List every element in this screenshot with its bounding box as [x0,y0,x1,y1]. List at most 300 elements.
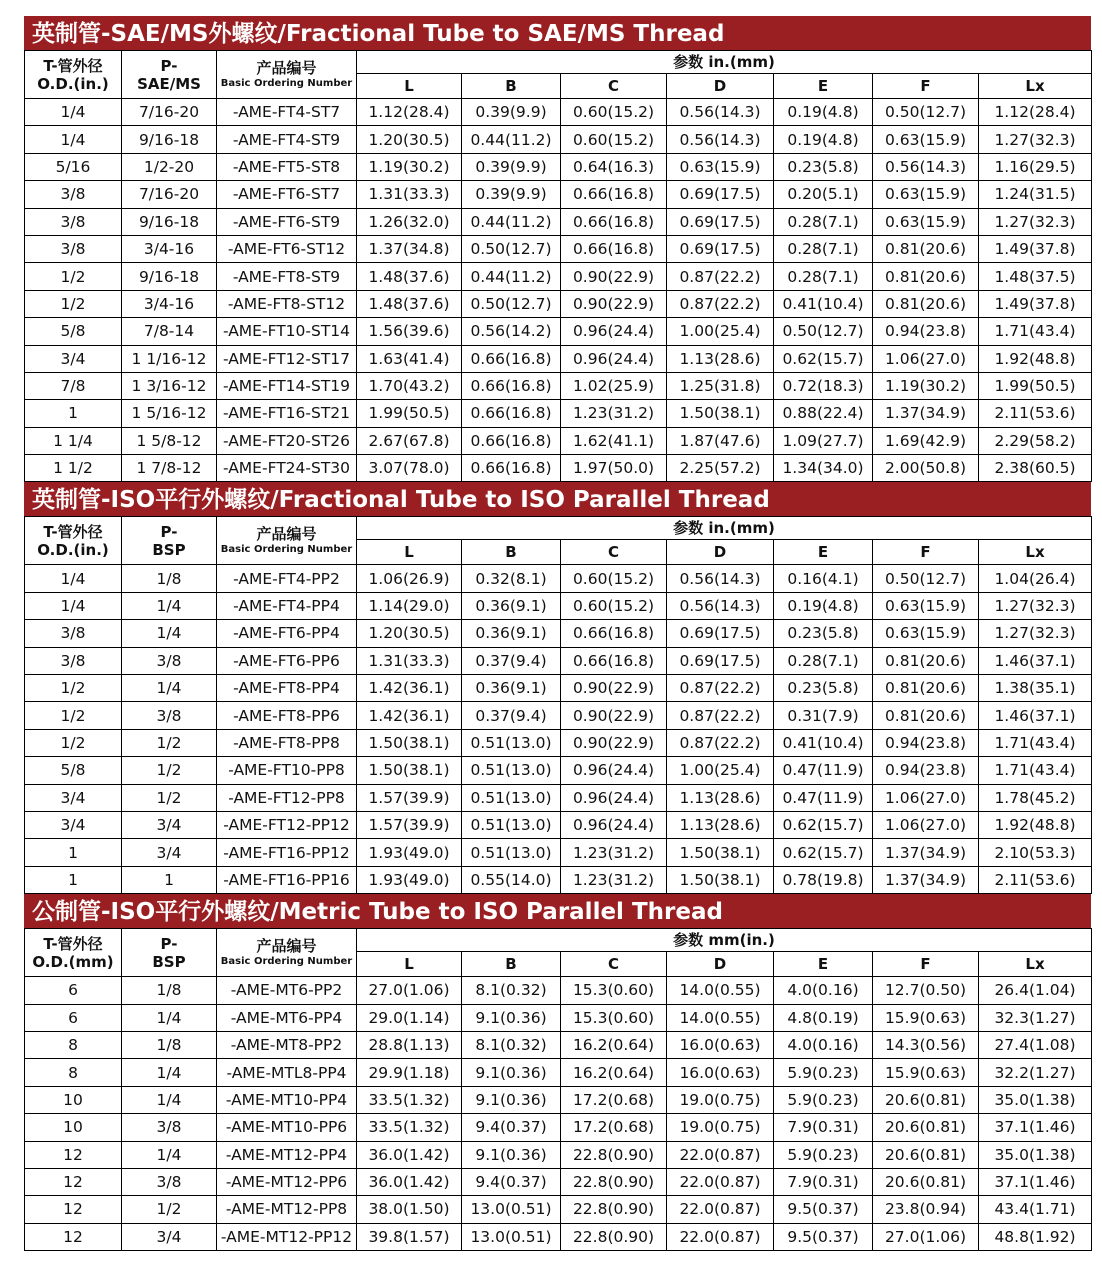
table-cell: 1/4 [122,592,217,619]
table-cell: 3/8 [122,647,217,674]
table-cell: 1.23(31.2) [561,866,667,893]
table-cell: 1.42(36.1) [357,702,462,729]
table-cell: 14.3(0.56) [873,1031,979,1058]
table-cell: 1/2-20 [122,153,217,180]
table-row [25,1196,1092,1223]
table-cell: -AME-FT4-ST9 [217,126,357,153]
table-cell: 0.90(22.9) [561,675,667,702]
header-dim-b: B [462,952,561,977]
table-row [25,318,1092,345]
table-cell: 0.31(7.9) [774,702,873,729]
header-tube-od-unit: O.D.(mm) [32,952,114,971]
table-row [25,1114,1092,1141]
table-cell: 0.90(22.9) [561,702,667,729]
header-dim-lx: Lx [979,952,1092,977]
table-cell: 7/8-14 [122,318,217,345]
table-cell: 0.41(10.4) [774,729,873,756]
table-cell: 1/2 [122,1196,217,1223]
table-cell: -AME-FT6-PP6 [217,647,357,674]
table-cell: 0.87(22.2) [667,675,774,702]
table-cell: 1.56(39.6) [357,318,462,345]
table-cell: -AME-FT12-PP8 [217,784,357,811]
table-cell: 3.07(78.0) [357,455,462,482]
table-cell: 1.00(25.4) [667,757,774,784]
table-cell: 1.06(27.0) [873,345,979,372]
table-cell: 27.0(1.06) [873,1223,979,1250]
table-cell: 1.02(25.9) [561,372,667,399]
table-cell: 17.2(0.68) [561,1086,667,1113]
section-1 [24,16,1091,482]
table-cell: 0.50(12.7) [462,235,561,262]
table-cell: 3/4 [25,811,122,838]
table-cell: 3/4 [122,811,217,838]
table-cell: 0.55(14.0) [462,866,561,893]
table-cell: 3/8 [122,1114,217,1141]
table-cell: 0.23(5.8) [774,675,873,702]
table-cell: 0.51(13.0) [462,784,561,811]
table-row [25,153,1092,180]
header-tube-od-label: T-管外径 [43,56,103,75]
table-cell: 7/8 [25,372,122,399]
table-cell: 3/8 [25,208,122,235]
table-cell: 1.71(43.4) [979,318,1092,345]
table-row [25,181,1092,208]
header-tube-od-label: T-管外径 [43,522,103,541]
table-row [25,99,1092,126]
table-cell: 1 [25,400,122,427]
table-row [25,1141,1092,1168]
table-cell: 36.0(1.42) [357,1168,462,1195]
table-cell: -AME-MT12-PP6 [217,1168,357,1195]
table-row [25,866,1092,893]
table-cell: 0.56(14.3) [873,153,979,180]
table-cell: 1.99(50.5) [979,372,1092,399]
table-cell: 23.8(0.94) [873,1196,979,1223]
table-cell: 0.51(13.0) [462,839,561,866]
table-cell: 0.51(13.0) [462,757,561,784]
table-cell: 1.49(37.8) [979,235,1092,262]
table-cell: 7/16-20 [122,181,217,208]
table-cell: 9.5(0.37) [774,1223,873,1250]
table-cell: -AME-FT10-ST14 [217,318,357,345]
table-cell: 1.04(26.4) [979,565,1092,592]
table-cell: 0.50(12.7) [873,99,979,126]
table-cell: 2.11(53.6) [979,400,1092,427]
header-tube-od [25,929,122,977]
table-cell: 0.39(9.9) [462,181,561,208]
table-row [25,839,1092,866]
table-cell: 1.27(32.3) [979,620,1092,647]
table-cell: 1.13(28.6) [667,345,774,372]
table-cell: 0.69(17.5) [667,235,774,262]
table-cell: 1.13(28.6) [667,811,774,838]
table-cell: 0.66(16.8) [561,647,667,674]
table-cell: -AME-MT10-PP4 [217,1086,357,1113]
header-port [122,929,217,977]
table-cell: 33.5(1.32) [357,1086,462,1113]
table-cell: 0.44(11.2) [462,263,561,290]
table-row [25,400,1092,427]
table-cell: 4.0(0.16) [774,1031,873,1058]
table-cell: 15.3(0.60) [561,977,667,1004]
table-cell: 3/4 [25,345,122,372]
table-cell: 0.81(20.6) [873,647,979,674]
table-cell: 1.23(31.2) [561,839,667,866]
header-parameters: 参数 in.(mm) [357,51,1092,74]
table-cell: 0.63(15.9) [873,181,979,208]
table-cell: 2.38(60.5) [979,455,1092,482]
table-row [25,784,1092,811]
table-cell: 0.62(15.7) [774,839,873,866]
header-row [25,51,1092,74]
table-cell: 1/4 [122,1141,217,1168]
table-cell: 22.0(0.87) [667,1196,774,1223]
table-cell: 1.20(30.5) [357,126,462,153]
table-cell: 0.66(16.8) [462,427,561,454]
header-tube-od [25,51,122,99]
table-row [25,126,1092,153]
table-cell: -AME-FT8-ST12 [217,290,357,317]
table-cell: 5.9(0.23) [774,1141,873,1168]
table-cell: -AME-FT8-ST9 [217,263,357,290]
table-cell: 1/4 [122,1004,217,1031]
table-cell: 0.39(9.9) [462,99,561,126]
table-cell: 0.28(7.1) [774,647,873,674]
table-cell: 0.81(20.6) [873,675,979,702]
table-cell: 13.0(0.51) [462,1223,561,1250]
table-cell: 0.69(17.5) [667,208,774,235]
table-cell: 37.1(1.46) [979,1114,1092,1141]
table-cell: -AME-FT20-ST26 [217,427,357,454]
table-cell: -AME-MT12-PP8 [217,1196,357,1223]
table-cell: 0.19(4.8) [774,99,873,126]
table-cell: 20.6(0.81) [873,1141,979,1168]
table-cell: 43.4(1.71) [979,1196,1092,1223]
table-cell: 0.60(15.2) [561,565,667,592]
table-cell: 1/4 [122,1059,217,1086]
table-cell: 19.0(0.75) [667,1114,774,1141]
table-cell: 1.13(28.6) [667,784,774,811]
table-cell: 0.66(16.8) [462,345,561,372]
table-cell: 1.70(43.2) [357,372,462,399]
table-row [25,263,1092,290]
table-cell: 15.9(0.63) [873,1004,979,1031]
table-cell: 1.50(38.1) [357,729,462,756]
table-cell: 1 3/16-12 [122,372,217,399]
table-cell: 0.60(15.2) [561,99,667,126]
table-cell: 1.78(45.2) [979,784,1092,811]
table-cell: -AME-FT16-PP12 [217,839,357,866]
table-cell: 0.87(22.2) [667,729,774,756]
table-cell: 16.0(0.63) [667,1031,774,1058]
header-ordering-number [217,929,357,977]
table-cell: 0.90(22.9) [561,729,667,756]
table-cell: 9.1(0.36) [462,1141,561,1168]
table-cell: 3/8 [25,620,122,647]
table-cell: 19.0(0.75) [667,1086,774,1113]
table-cell: 0.28(7.1) [774,235,873,262]
table-cell: 0.88(22.4) [774,400,873,427]
table-cell: 1.97(50.0) [561,455,667,482]
table-cell: 0.66(16.8) [462,400,561,427]
table-cell: 1.49(37.8) [979,290,1092,317]
table-cell: 22.0(0.87) [667,1141,774,1168]
table-cell: 1.19(30.2) [357,153,462,180]
table-cell: 0.66(16.8) [462,455,561,482]
table-cell: 0.66(16.8) [561,620,667,647]
table-cell: -AME-MT6-PP2 [217,977,357,1004]
table-cell: 2.25(57.2) [667,455,774,482]
table-cell: 1/2 [25,263,122,290]
table-cell: 0.16(4.1) [774,565,873,592]
header-port-type: SAE/MS [137,74,201,93]
table-cell: 6 [25,977,122,1004]
table-cell: 1 5/16-12 [122,400,217,427]
table-cell: 0.63(15.9) [873,620,979,647]
table-cell: 28.8(1.13) [357,1031,462,1058]
table-cell: 1.92(48.8) [979,345,1092,372]
table-cell: 0.51(13.0) [462,811,561,838]
header-port-type: BSP [152,952,186,971]
table-cell: 1.92(48.8) [979,811,1092,838]
table-cell: 2.29(58.2) [979,427,1092,454]
table-cell: 36.0(1.42) [357,1141,462,1168]
table-cell: 5/16 [25,153,122,180]
header-ordering-number [217,51,357,99]
table-cell: 1.99(50.5) [357,400,462,427]
table-cell: 5.9(0.23) [774,1086,873,1113]
table-cell: 0.96(24.4) [561,318,667,345]
table-cell: 3/8 [122,1168,217,1195]
table-cell: 1.27(32.3) [979,592,1092,619]
table-cell: 39.8(1.57) [357,1223,462,1250]
table-cell: 1.24(31.5) [979,181,1092,208]
table-cell: 12 [25,1196,122,1223]
table-cell: 0.96(24.4) [561,757,667,784]
table-cell: 0.69(17.5) [667,181,774,208]
table-cell: 5.9(0.23) [774,1059,873,1086]
spec-table [24,928,1092,1251]
table-cell: 9.5(0.37) [774,1196,873,1223]
table-cell: 1.50(38.1) [667,839,774,866]
table-cell: 1.27(32.3) [979,126,1092,153]
table-cell: 9.1(0.36) [462,1059,561,1086]
table-cell: 0.96(24.4) [561,784,667,811]
table-cell: 13.0(0.51) [462,1196,561,1223]
table-row [25,372,1092,399]
header-ordering-number-cn: 产品编号 [256,525,317,544]
table-cell: 1/2 [25,729,122,756]
header-ordering-number-cn: 产品编号 [256,937,317,956]
table-cell: 0.36(9.1) [462,620,561,647]
header-ordering-number-en: Basic Ordering Number [220,78,353,89]
table-cell: 1.06(27.0) [873,811,979,838]
table-cell: 1.71(43.4) [979,757,1092,784]
table-cell: 0.66(16.8) [561,181,667,208]
table-cell: -AME-FT10-PP8 [217,757,357,784]
header-dim-l: L [357,74,462,99]
table-cell: -AME-FT8-PP6 [217,702,357,729]
table-cell: 0.94(23.8) [873,757,979,784]
table-cell: 1.37(34.9) [873,866,979,893]
header-port-label: P- [160,56,178,75]
table-cell: 26.4(1.04) [979,977,1092,1004]
header-ordering-number-en: Basic Ordering Number [220,544,353,556]
table-cell: 8 [25,1059,122,1086]
table-cell: 0.36(9.1) [462,592,561,619]
table-cell: 1.93(49.0) [357,866,462,893]
table-cell: 22.8(0.90) [561,1196,667,1223]
table-cell: 35.0(1.38) [979,1141,1092,1168]
table-cell: 1 5/8-12 [122,427,217,454]
table-cell: 1.12(28.4) [979,99,1092,126]
spec-table [24,50,1092,482]
table-cell: 0.63(15.9) [667,153,774,180]
header-port [122,517,217,565]
table-cell: 3/4-16 [122,235,217,262]
table-row [25,235,1092,262]
table-row [25,675,1092,702]
table-cell: 0.72(18.3) [774,372,873,399]
table-cell: 0.69(17.5) [667,647,774,674]
table-cell: 1/4 [25,126,122,153]
table-cell: -AME-FT6-ST7 [217,181,357,208]
table-cell: -AME-FT4-PP4 [217,592,357,619]
table-row [25,565,1092,592]
header-dim-b: B [462,540,561,565]
table-cell: -AME-MTL8-PP4 [217,1059,357,1086]
catalog-sheet [24,16,1091,1251]
table-cell: 1/4 [122,620,217,647]
table-cell: 1 7/8-12 [122,455,217,482]
table-cell: 1.57(39.9) [357,784,462,811]
table-cell: 1.19(30.2) [873,372,979,399]
table-cell: 1.42(36.1) [357,675,462,702]
table-cell: -AME-MT8-PP2 [217,1031,357,1058]
header-dim-e: E [774,540,873,565]
table-cell: 0.81(20.6) [873,290,979,317]
table-cell: 1/2 [122,757,217,784]
table-cell: 7.9(0.31) [774,1114,873,1141]
table-cell: 1/2 [122,729,217,756]
table-cell: -AME-FT8-PP8 [217,729,357,756]
table-cell: 1/2 [122,784,217,811]
table-cell: 0.56(14.3) [667,99,774,126]
table-cell: 3/8 [25,181,122,208]
table-cell: 22.8(0.90) [561,1141,667,1168]
table-cell: 22.8(0.90) [561,1168,667,1195]
table-cell: 9.1(0.36) [462,1004,561,1031]
table-cell: 3/8 [122,702,217,729]
table-row [25,647,1092,674]
table-cell: 14.0(0.55) [667,1004,774,1031]
table-cell: 1.48(37.5) [979,263,1092,290]
table-cell: 1.48(37.6) [357,290,462,317]
table-cell: -AME-FT16-PP16 [217,866,357,893]
header-dim-lx: Lx [979,540,1092,565]
table-row [25,427,1092,454]
header-dim-f: F [873,952,979,977]
table-row [25,455,1092,482]
table-cell: 0.56(14.2) [462,318,561,345]
table-cell: 1.46(37.1) [979,647,1092,674]
table-cell: 1/2 [25,675,122,702]
table-cell: 0.44(11.2) [462,126,561,153]
table-cell: 1/8 [122,1031,217,1058]
header-dim-e: E [774,74,873,99]
table-cell: 0.44(11.2) [462,208,561,235]
table-cell: 6 [25,1004,122,1031]
table-cell: 0.81(20.6) [873,235,979,262]
table-cell: 8.1(0.32) [462,1031,561,1058]
table-cell: 0.94(23.8) [873,318,979,345]
table-cell: -AME-MT6-PP4 [217,1004,357,1031]
table-row [25,1031,1092,1058]
table-cell: 1.71(43.4) [979,729,1092,756]
table-row [25,757,1092,784]
table-cell: 2.10(53.3) [979,839,1092,866]
table-cell: 0.81(20.6) [873,702,979,729]
table-cell: 0.90(22.9) [561,290,667,317]
table-cell: 27.0(1.06) [357,977,462,1004]
table-cell: 1.00(25.4) [667,318,774,345]
table-cell: 9.4(0.37) [462,1114,561,1141]
table-cell: 1 1/4 [25,427,122,454]
table-cell: 3/4 [122,839,217,866]
table-cell: 1/2 [25,290,122,317]
table-cell: 0.28(7.1) [774,263,873,290]
header-tube-od-unit: O.D.(in.) [37,540,109,559]
table-cell: -AME-MT10-PP6 [217,1114,357,1141]
table-cell: 3/4 [122,1223,217,1250]
header-dim-c: C [561,952,667,977]
header-ordering-number [217,517,357,565]
table-cell: 10 [25,1114,122,1141]
table-cell: -AME-FT12-ST17 [217,345,357,372]
table-cell: 27.4(1.08) [979,1031,1092,1058]
table-cell: 10 [25,1086,122,1113]
table-cell: 9/16-18 [122,208,217,235]
section-title: 公制管-ISO平行外螺纹/Metric Tube to ISO Parallel Thread [24,894,1091,928]
header-parameters: 参数 mm(in.) [357,929,1092,952]
section-3 [24,894,1091,1251]
table-cell: -AME-FT6-ST9 [217,208,357,235]
table-cell: 3/4 [25,784,122,811]
table-cell: -AME-FT12-PP12 [217,811,357,838]
table-cell: 1.50(38.1) [357,757,462,784]
table-cell: 0.90(22.9) [561,263,667,290]
table-cell: 1.31(33.3) [357,647,462,674]
header-dim-c: C [561,74,667,99]
table-cell: 0.50(12.7) [774,318,873,345]
table-cell: 8.1(0.32) [462,977,561,1004]
table-cell: 0.60(15.2) [561,592,667,619]
table-cell: 1.46(37.1) [979,702,1092,729]
table-cell: 16.2(0.64) [561,1031,667,1058]
header-dim-e: E [774,952,873,977]
header-row [25,517,1092,540]
table-cell: 0.64(16.3) [561,153,667,180]
table-cell: 35.0(1.38) [979,1086,1092,1113]
table-cell: 0.37(9.4) [462,702,561,729]
table-cell: 4.8(0.19) [774,1004,873,1031]
header-ordering-number-cn: 产品编号 [256,59,317,77]
table-cell: 32.3(1.27) [979,1004,1092,1031]
table-cell: 0.63(15.9) [873,208,979,235]
table-cell: -AME-FT5-ST8 [217,153,357,180]
table-cell: 9/16-18 [122,263,217,290]
table-cell: 1.69(42.9) [873,427,979,454]
